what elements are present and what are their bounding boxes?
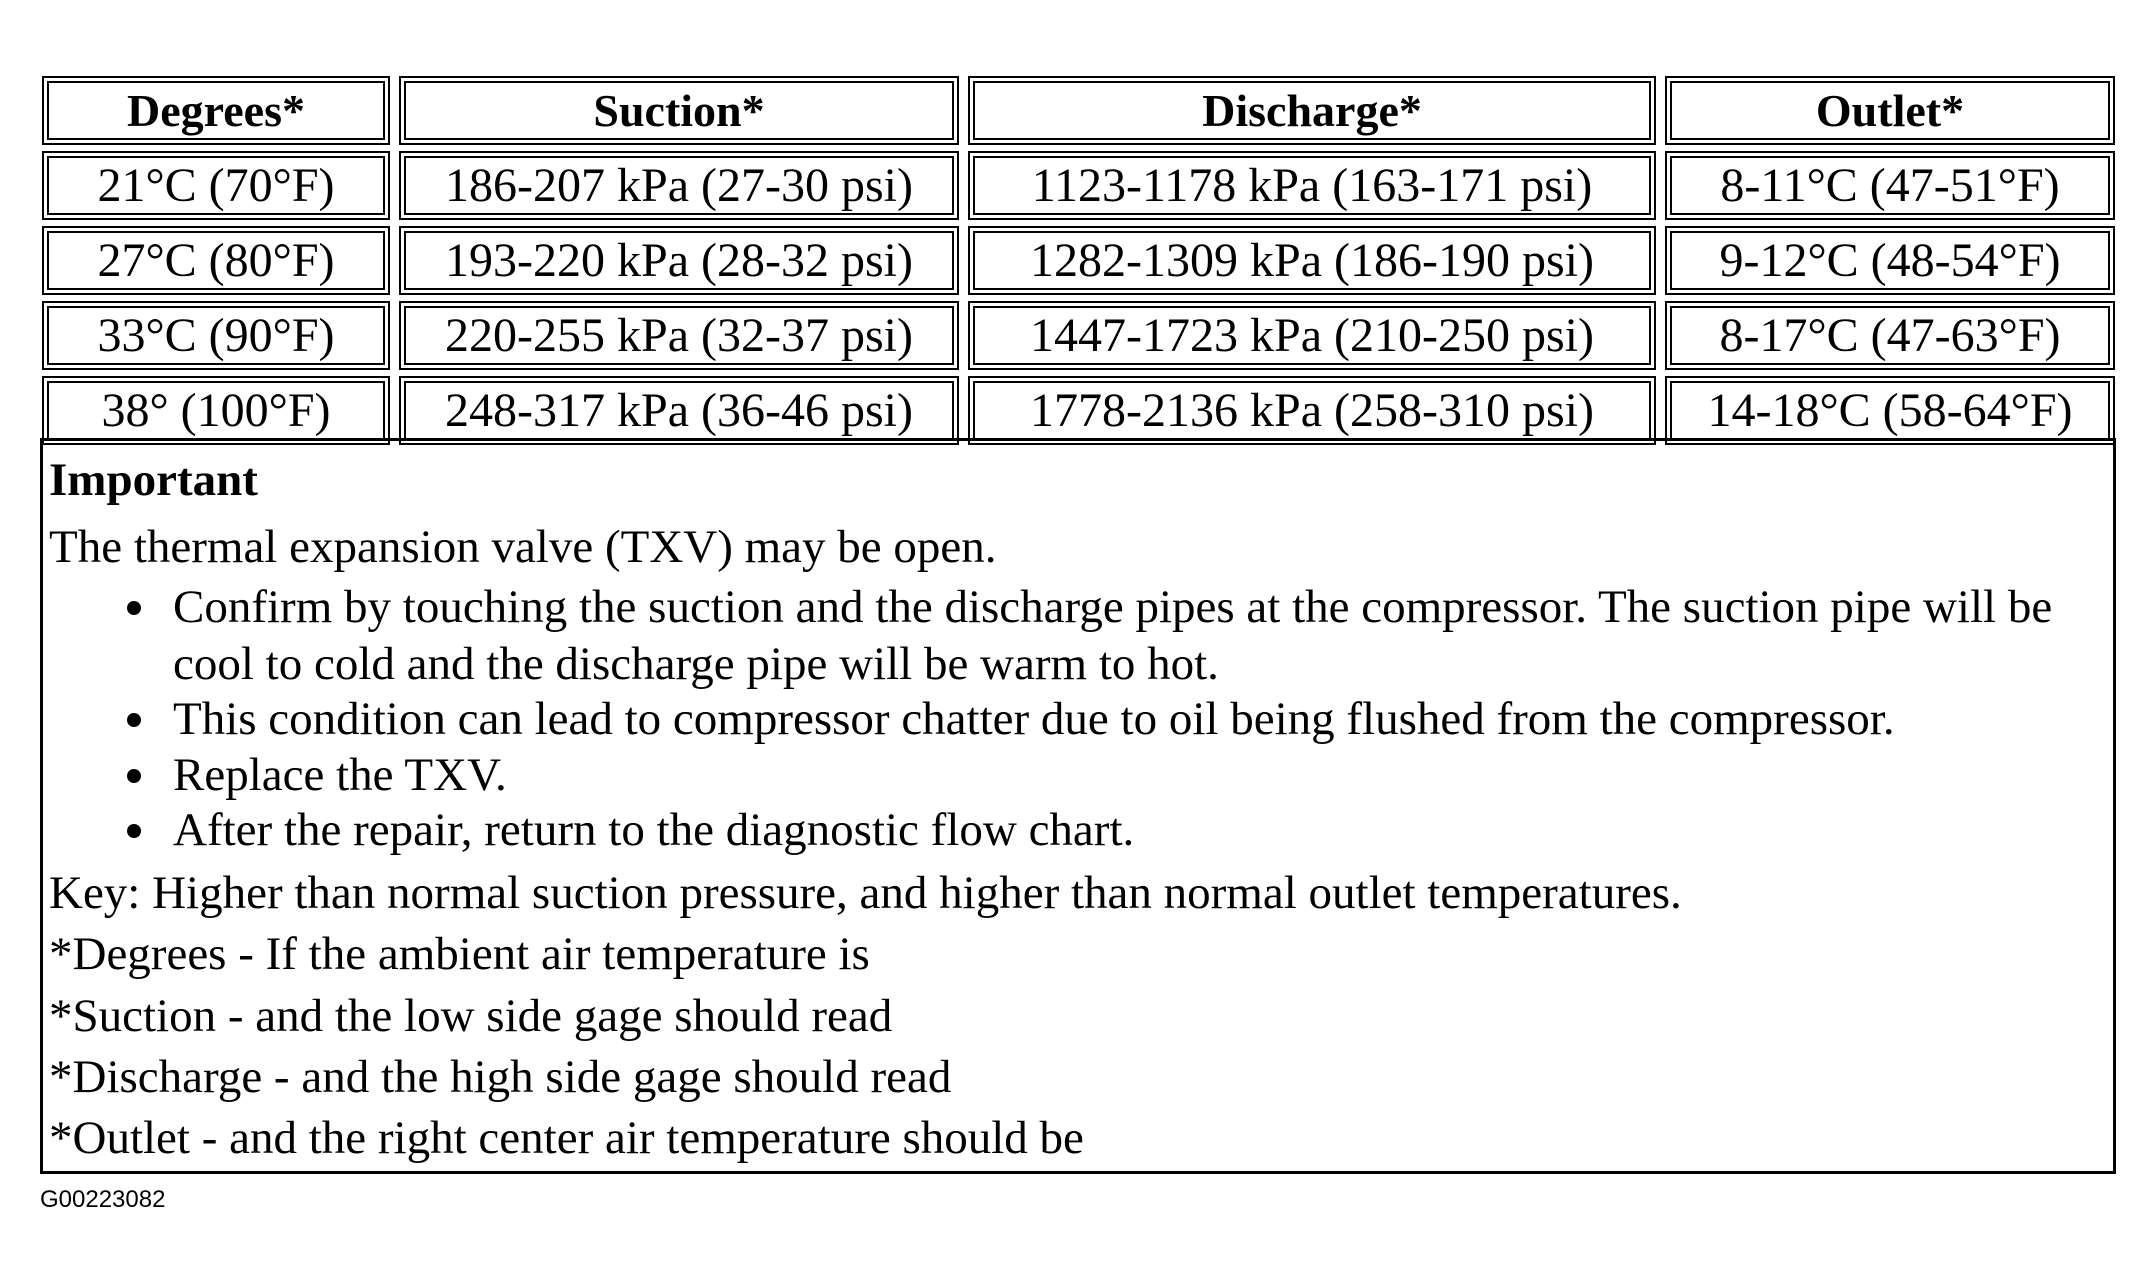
footnote-degrees: *Degrees - If the ambient air temperature is [49, 928, 870, 981]
important-notes-box [40, 438, 2116, 1174]
header-degrees: Degrees* [47, 81, 385, 140]
bullet-text: Replace the TXV. [173, 748, 507, 801]
cell-discharge: 1123-1178 kPa (163-171 psi) [973, 156, 1651, 215]
header-discharge: Discharge* [973, 81, 1651, 140]
bullet-icon [127, 824, 141, 838]
notes-intro: The thermal expansion valve (TXV) may be open. [49, 521, 997, 574]
cell-discharge: 1778-2136 kPa (258-310 psi) [973, 381, 1651, 440]
list-item [173, 747, 2107, 803]
notes-bullet-list [49, 579, 2107, 858]
cell-degrees: 33°C (90°F) [47, 306, 385, 365]
bullet-text: Confirm by touching the suction and the discharge pipes at the compressor. The suction pipe will be cool to cold and the discharge pipe will be warm to hot. [173, 581, 2053, 690]
table-header-row [42, 76, 2116, 145]
cell-degrees: 21°C (70°F) [47, 156, 385, 215]
cell-outlet: 14-18°C (58-64°F) [1670, 381, 2110, 440]
header-suction: Suction* [404, 81, 954, 140]
cell-discharge: 1282-1309 kPa (186-190 psi) [973, 231, 1651, 290]
bullet-icon [127, 713, 141, 727]
cell-suction: 186-207 kPa (27-30 psi) [404, 156, 954, 215]
cell-discharge: 1447-1723 kPa (210-250 psi) [973, 306, 1651, 365]
bullet-icon [127, 769, 141, 783]
footnote-outlet: *Outlet - and the right center air temperature should be [49, 1111, 1084, 1164]
list-item [173, 691, 2107, 747]
bullet-icon [127, 601, 141, 615]
header-outlet: Outlet* [1670, 81, 2110, 140]
bullet-text: This condition can lead to compressor chatter due to oil being flushed from the compressor. [173, 693, 1895, 746]
table-row [42, 376, 2116, 445]
table-row [42, 301, 2116, 370]
footnote-discharge: *Discharge - and the high side gage should read [49, 1050, 952, 1103]
cell-suction: 193-220 kPa (28-32 psi) [404, 231, 954, 290]
cell-outlet: 8-17°C (47-63°F) [1670, 306, 2110, 365]
cell-suction: 220-255 kPa (32-37 psi) [404, 306, 954, 365]
key-note: Key: Higher than normal suction pressure, and higher than normal outlet temperatures. [49, 867, 1682, 920]
table-row [42, 151, 2116, 220]
list-item [173, 802, 2107, 858]
cell-suction: 248-317 kPa (36-46 psi) [404, 381, 954, 440]
important-heading: Important [49, 454, 258, 506]
bullet-text: After the repair, return to the diagnostic flow chart. [173, 804, 1135, 856]
table-row [42, 226, 2116, 295]
list-item [173, 579, 2107, 692]
cell-degrees: 38° (100°F) [47, 381, 385, 440]
cell-outlet: 8-11°C (47-51°F) [1670, 156, 2110, 215]
figure-id: G00223082 [40, 1186, 166, 1213]
pressure-temperature-table [42, 76, 2116, 451]
footnote-suction: *Suction - and the low side gage should read [49, 989, 893, 1042]
cell-degrees: 27°C (80°F) [47, 231, 385, 290]
cell-outlet: 9-12°C (48-54°F) [1670, 231, 2110, 290]
